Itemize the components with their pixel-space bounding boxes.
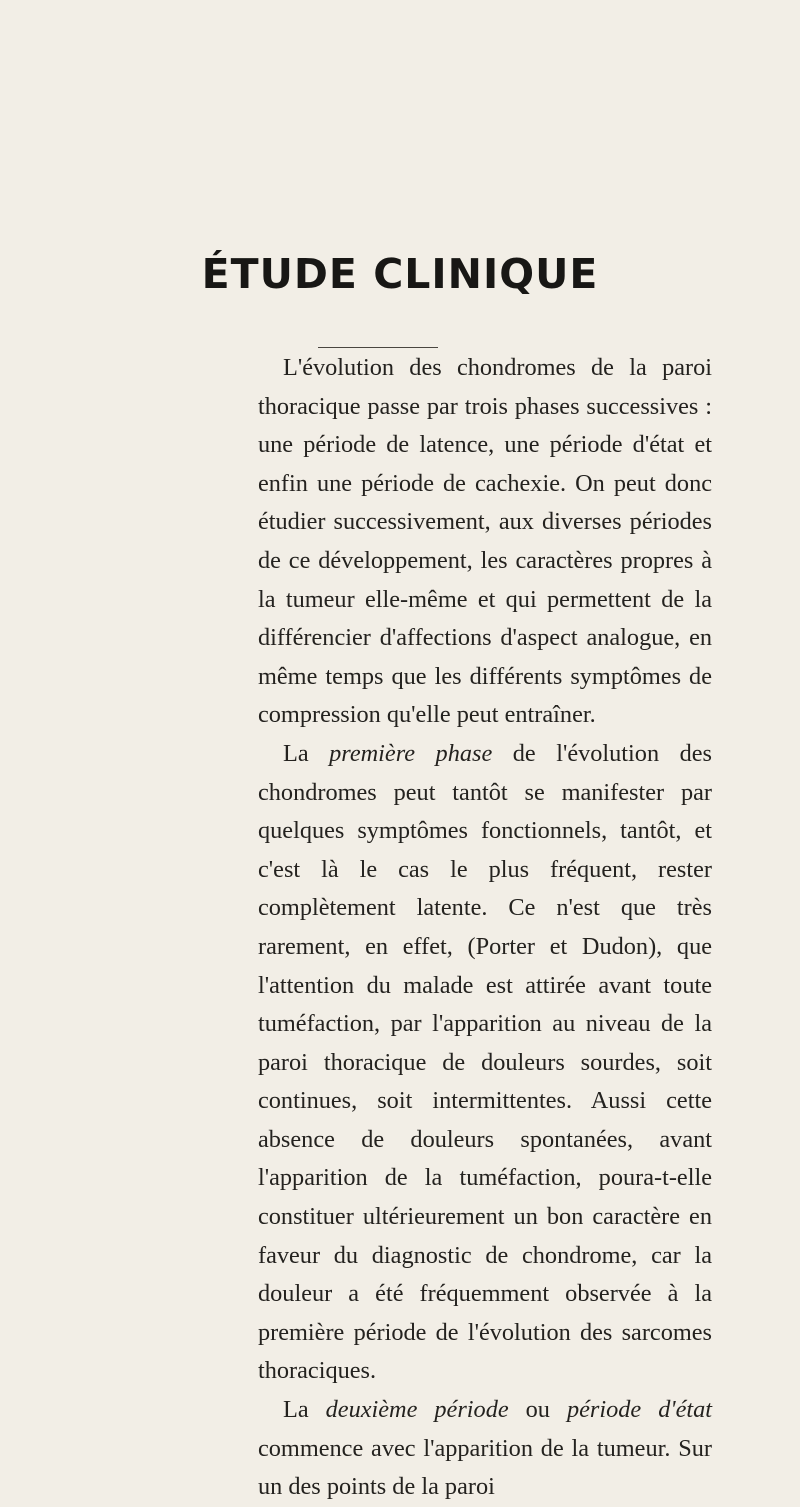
text-segment: commence avec l'apparition de la tumeur. Sur un des points de la paroi [258,1434,712,1501]
paragraph [258,1391,712,1507]
paragraph [258,349,712,735]
text-segment: La [283,1396,326,1424]
title-divider [318,347,438,348]
body-text [258,349,712,1507]
text-segment: La [283,739,330,767]
italic-phrase: période d'état [566,1396,713,1424]
text-segment: ou [508,1396,567,1424]
italic-phrase: deuxième période [325,1396,509,1424]
page-title: ÉTUDE CLINIQUE [201,250,599,298]
text-segment: L'évolution des chondromes de la paroi thoracique passe par trois phases successives : une période de latence, une période d'état et enfin une période de cachexie. On peut donc étudier successivement, aux diverses périodes de ce développement, les caractères propres à la tumeur elle-même et qui permettent de la différencier d'affections d'aspect analogue, en même temps que les différents symptômes de compression qu'elle peut entraîner. [258,354,712,729]
italic-phrase: première phase [329,739,493,767]
paragraph [258,735,712,1391]
text-segment: de l'évolution des chondromes peut tantôt se manifester par quelques symptômes fonctionnels, tantôt, et c'est là le cas le plus fréquent, rester complètement latente. Ce n'est que très rarement, en effet, (Porter et Dudon), que l'attention du malade est attirée avant toute tuméfaction, par l'apparition au niveau de la paroi thoracique de douleurs sourdes, soit continues, soit intermittentes. Aussi cette absence de douleurs spontanées, avant l'apparition de la tuméfaction, poura-t-elle constituer ultérieurement un bon caractère en faveur du diagnostic de chondrome, car la douleur a été fréquemment observée à la première période de l'évolution des sarcomes thoraciques. [258,739,713,1385]
